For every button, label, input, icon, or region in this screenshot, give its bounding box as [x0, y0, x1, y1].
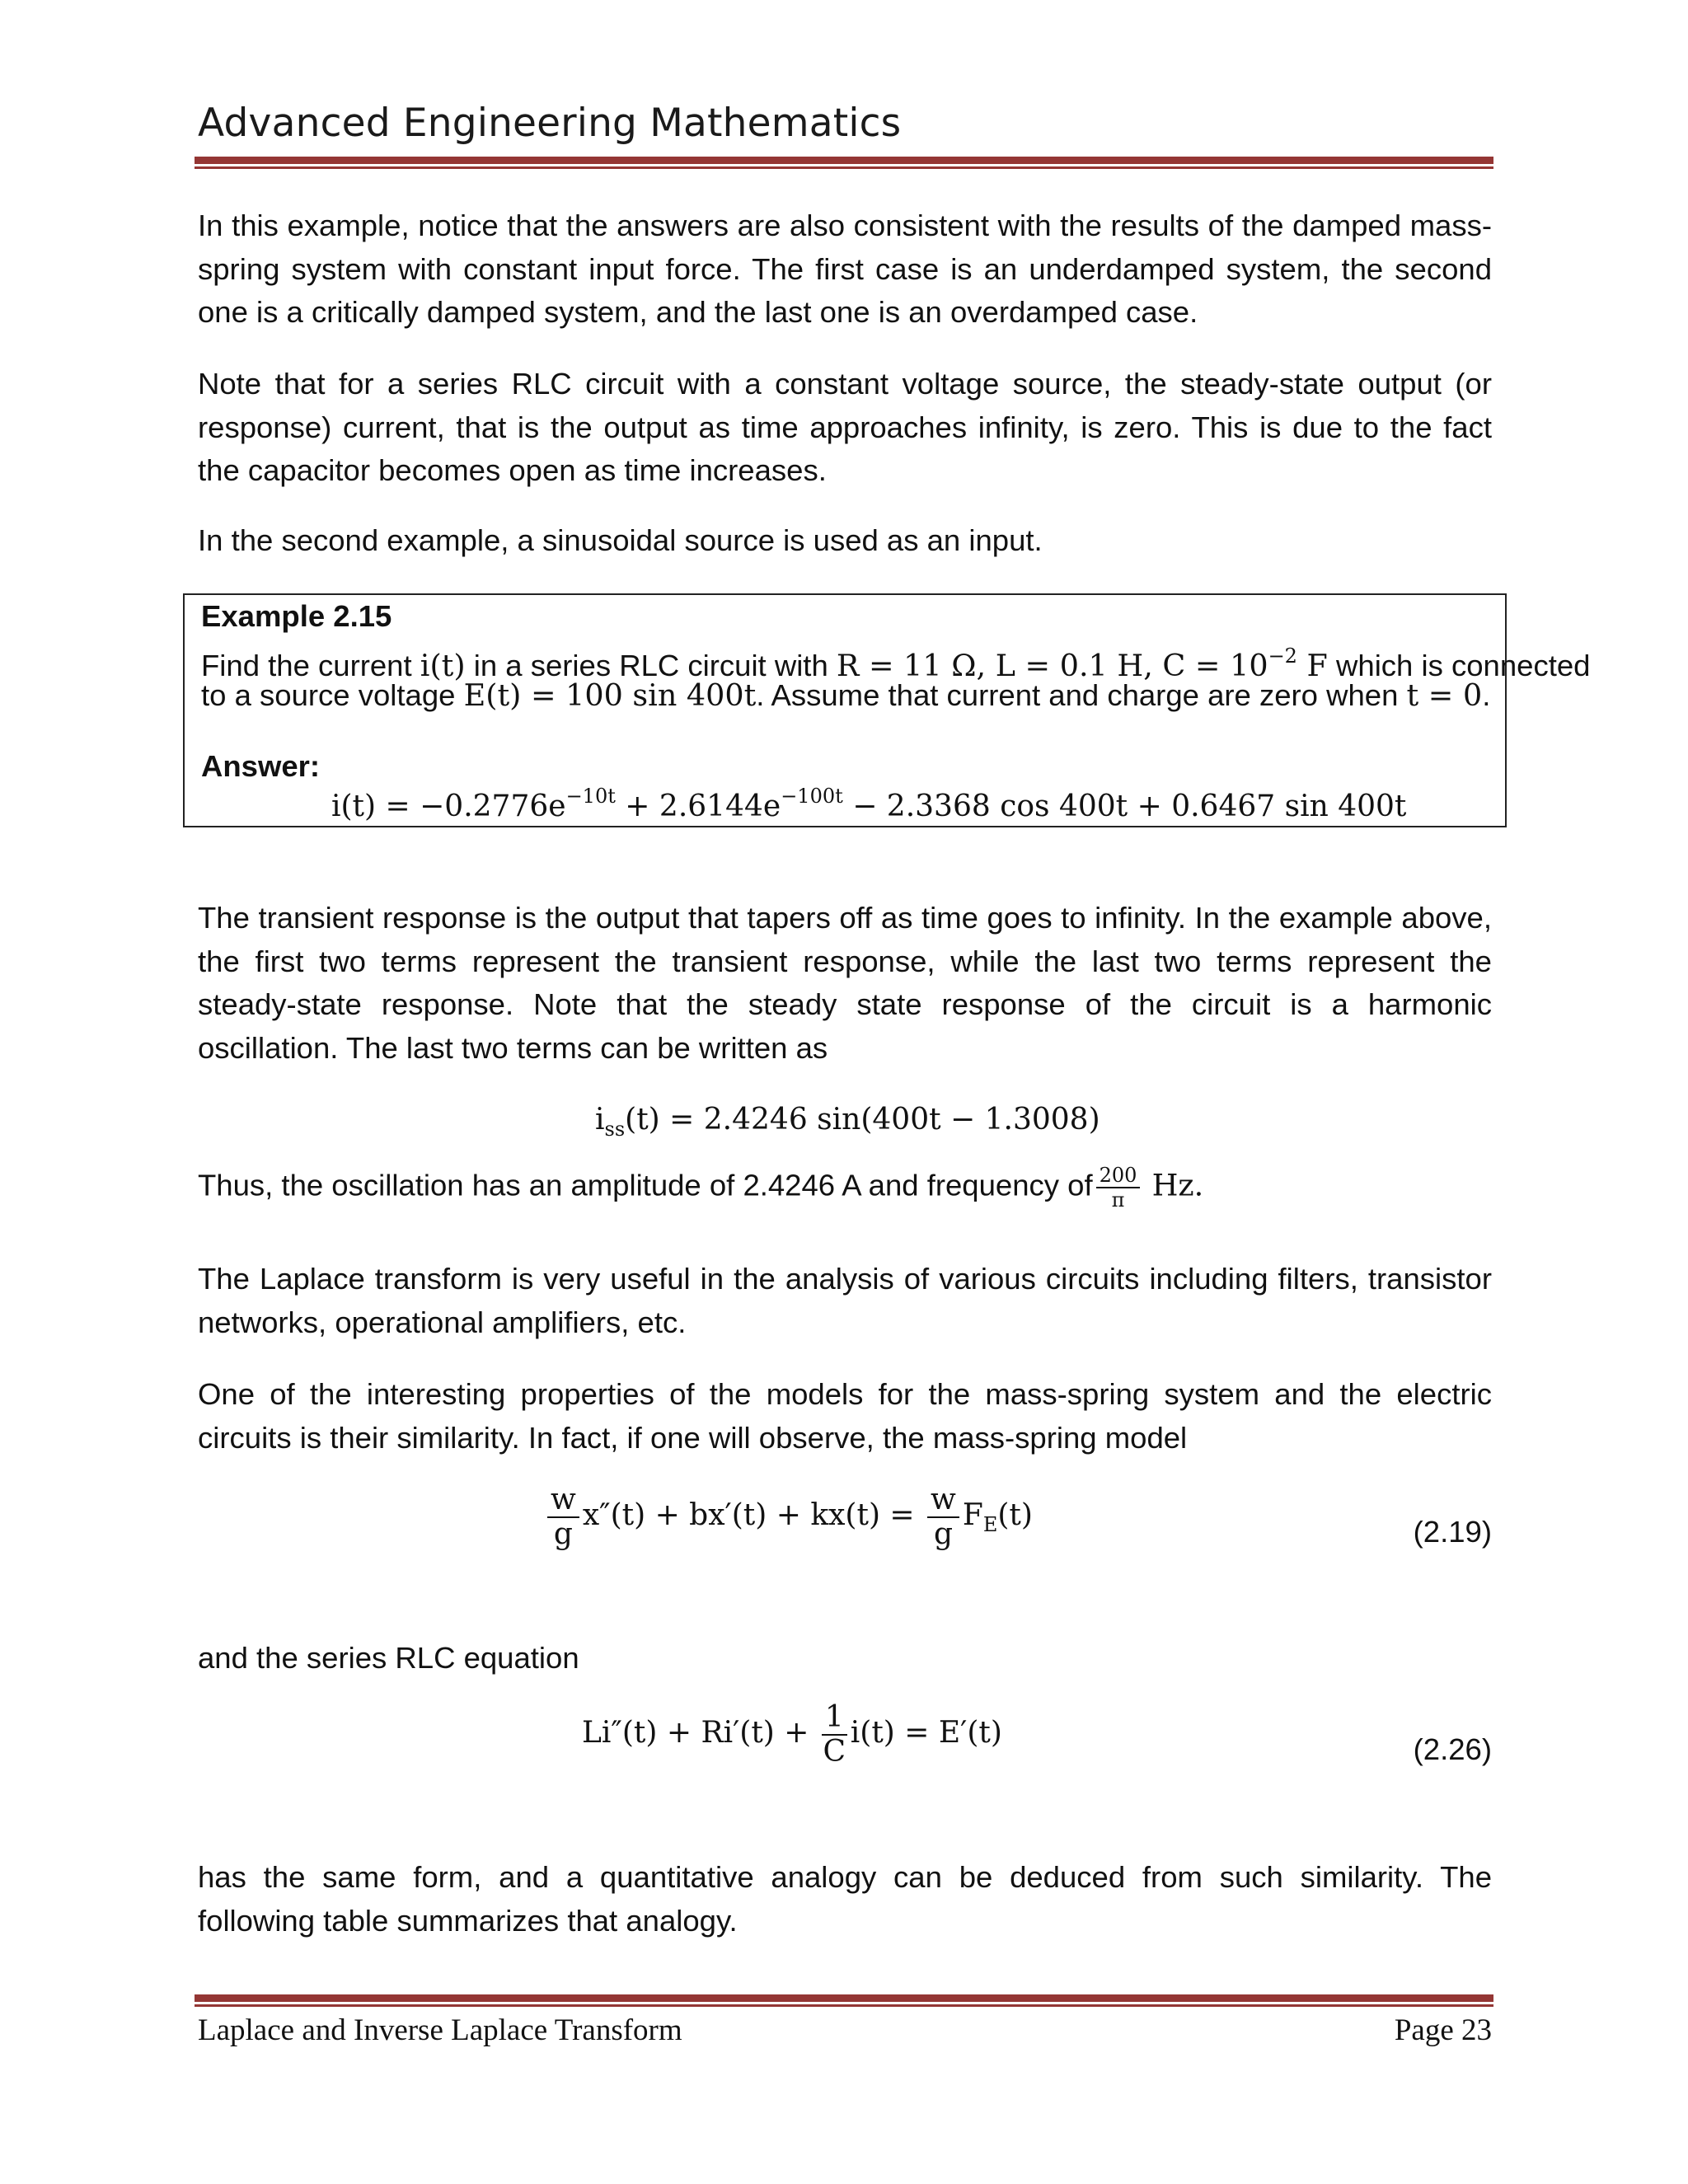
equation-2-19: $\frac{w}{g}$ x″(t) + bx′(t) + kx(t) = $\frac{w}{g}$ $F_E(t)$ — [544, 1483, 1033, 1551]
example-box — [183, 593, 1591, 827]
answer-equation: $i(t) = -0.2776e^{-10t} + 2.6144e^{-100t} - 2.3368$ cos 400t + 0.6467 sin 400t — [331, 785, 1407, 823]
equation-number-2-26: (2.26) — [1413, 1732, 1492, 1766]
example-title: Example 2.15 — [201, 599, 392, 633]
footer-rule — [195, 1994, 1493, 2007]
header-rule — [195, 157, 1493, 169]
footer-page-number: Page 23 — [1394, 2013, 1492, 2047]
paragraph-sinusoidal-intro: In the second example, a sinusoidal source is used as an input. — [198, 523, 1043, 557]
paragraph-laplace-circuits: The Laplace transform is very useful in the analysis of various circuits including filters, transistor networks, operational amplifiers, etc. — [198, 1262, 1492, 1339]
paragraph-analogy: has the same form, and a quantitative analogy can be deduced from such similarity. The following table summarizes that analogy. — [198, 1860, 1492, 1938]
paragraph-amplitude-frequency: Thus, the oscillation has an amplitude of 2.4246 A and frequency of $\frac{200}{\pi}$ Hz. — [198, 1164, 1204, 1212]
footer-chapter-title: Laplace and Inverse Laplace Transform — [198, 2013, 682, 2047]
example-line-2: to a source voltage E(t) = 100 sin 400t. Assume that current and charge are zero when t = 0. — [201, 677, 1491, 713]
paragraph-rlc-intro: and the series RLC equation — [198, 1641, 579, 1675]
equation-iss: $i_{ss}(t) = 2.4246$ sin(400t − 1.3008) — [595, 1103, 1100, 1141]
paragraph-steady-state: Note that for a series RLC circuit with a constant voltage source, the steady-state output (or response) current, that is the output as time approaches infinity, is zero. This is due to the fact the capacitor becomes open as time increases. — [198, 367, 1492, 487]
answer-label: Answer: — [201, 749, 321, 783]
page-header-title: Advanced Engineering Mathematics — [198, 101, 902, 146]
paragraph-transient-response: The transient response is the output that tapers off as time goes to infinity. In the example above, the first two terms represent the transient response, while the last two terms represent the steady-state response. Note that the steady state response of the circuit is a harmonic oscillation. The last two terms can be written as — [198, 901, 1492, 1065]
equation-number-2-19: (2.19) — [1413, 1515, 1492, 1549]
fraction-200-over-pi: $\frac{200}{\pi}$ — [1096, 1164, 1141, 1212]
equation-2-26: Li″(t) + Ri′(t) + $\frac{1}{C}$ i(t) = E′(t) — [582, 1700, 1002, 1769]
paragraph-similarity: One of the interesting properties of the models for the mass-spring system and the electric circuits is their similarity. In fact, if one will observe, the mass-spring model — [198, 1377, 1492, 1455]
paragraph-damping-cases: In this example, notice that the answers are also consistent with the results of the damped mass-spring system with constant input force. The first case is an underdamped system, the second one is a critically damped system, and the last one is an overdamped case. — [198, 209, 1492, 329]
example-line-1: Find the current i(t) in a series RLC circuit with R = 11 Ω, L = 0.1 H, $C = 10^{-2}$ F which is connected — [201, 644, 1591, 683]
